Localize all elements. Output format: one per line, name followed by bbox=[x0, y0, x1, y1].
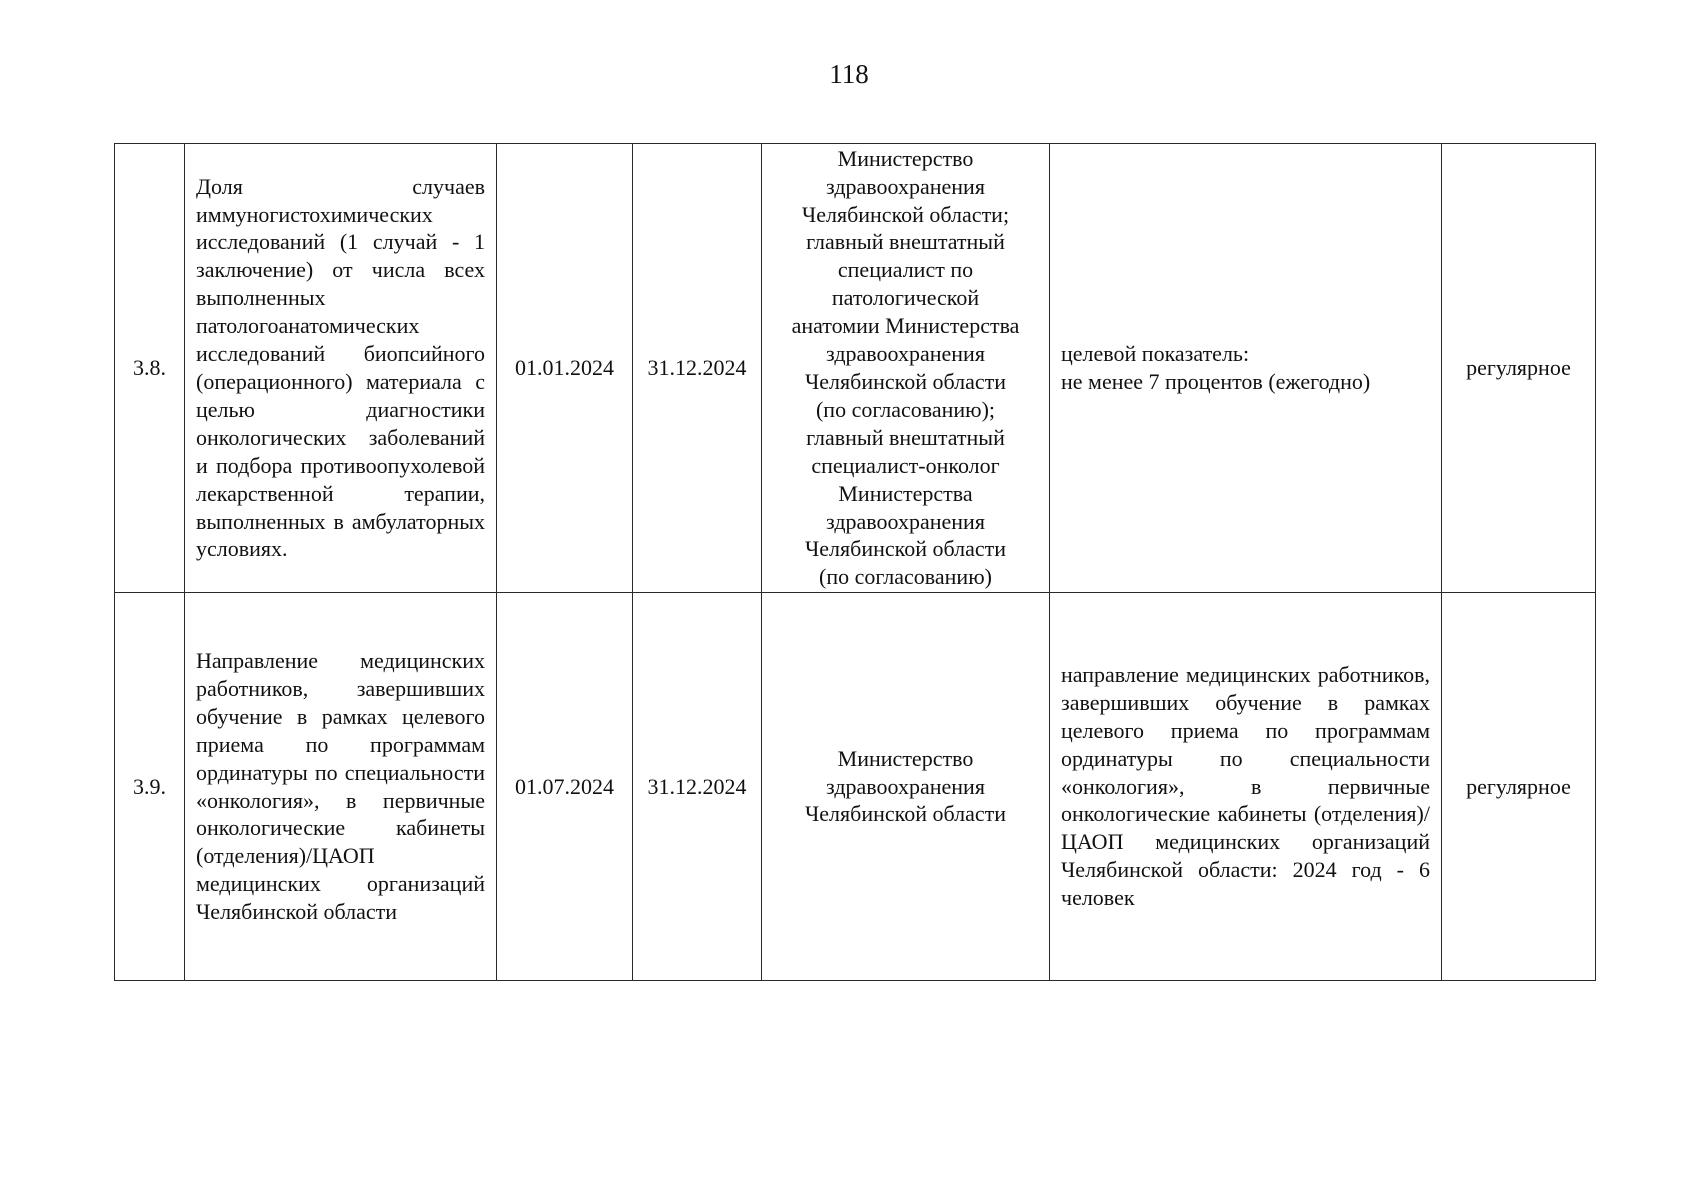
responsible-executors: Министерство здравоохранения Челябинской области bbox=[762, 593, 1050, 981]
measure-description: Доля случаев иммуногистохимических исследований (1 случай - 1 заключение) от числа всех выполненных патологоанатомических исследований биопсийного (операционного) материала с целью диагностики онкологических заболеваний и подбора противоопухолевой лекарственной терапии, выполненных в амбулаторных условиях. bbox=[185, 144, 497, 593]
measure-type: регулярное bbox=[1442, 144, 1596, 593]
start-date: 01.01.2024 bbox=[497, 144, 633, 593]
row-number: 3.9. bbox=[115, 593, 185, 981]
target-indicator: направление медицинских работников, завершивших обучение в рамках целевого приема по программам ординатуры по специальности «онкология», в первичные онкологические кабинеты (отделения)/ЦАОП медицинских организаций Челябинской области: 2024 год - 6 человек bbox=[1050, 593, 1442, 981]
table-row bbox=[115, 144, 1596, 593]
page-number: 118 bbox=[829, 59, 869, 89]
measure-type: регулярное bbox=[1442, 593, 1596, 981]
target-indicator: целевой показатель: не менее 7 процентов (ежегодно) bbox=[1050, 144, 1442, 593]
end-date: 31.12.2024 bbox=[633, 144, 762, 593]
end-date: 31.12.2024 bbox=[633, 593, 762, 981]
row-number: 3.8. bbox=[115, 144, 185, 593]
start-date: 01.07.2024 bbox=[497, 593, 633, 981]
responsible-executors: Министерство здравоохранения Челябинской области; главный внештатный специалист по патологической анатомии Министерства здравоохранения Челябинской области (по согласованию); главный внештатный специалист-онколог Министерства здравоохранения Челябинской области (по согласованию) bbox=[762, 144, 1050, 593]
table-row bbox=[115, 593, 1596, 981]
measure-description: Направление медицинских работников, завершивших обучение в рамках целевого приема по программам ординатуры по специальности «онкология», в первичные онкологические кабинеты (отделения)/ЦАОП медицинских организаций Челябинской области bbox=[185, 593, 497, 981]
measures-table bbox=[114, 143, 1596, 981]
